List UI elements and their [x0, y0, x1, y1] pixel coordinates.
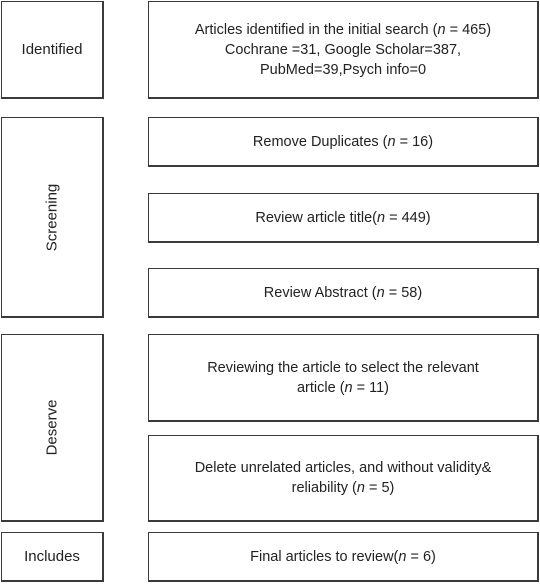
n-symbol: n: [398, 548, 407, 565]
review-abstract-box: [148, 268, 539, 318]
stage-identified-label: Identified: [21, 41, 83, 58]
relevant-article-count: = 11): [352, 379, 390, 396]
initial-search-text: [195, 20, 491, 80]
n-symbol: n: [356, 480, 365, 496]
review-abstract-label: Review Abstract (: [263, 284, 377, 301]
stage-includes-box: [1, 532, 104, 582]
review-abstract-text: [264, 283, 422, 303]
final-articles-text: [250, 547, 436, 567]
remove-duplicates-label: Remove Duplicates (: [252, 133, 388, 150]
n-symbol: n: [437, 21, 446, 38]
initial-search-sources-line2: PubMed=39,Psych info=0: [259, 61, 427, 78]
stage-identified-box: [1, 1, 104, 99]
stage-screening-label: Screening: [43, 183, 61, 251]
relevant-article-box: [148, 334, 539, 422]
final-articles-label: Final articles to review(: [250, 548, 399, 565]
review-title-text: [255, 208, 430, 228]
initial-search-sources-line1: Cochrane =31, Google Scholar=387,: [224, 41, 462, 58]
unrelated-articles-text: [195, 458, 492, 498]
remove-duplicates-text: [253, 132, 433, 152]
review-abstract-count: = 58): [384, 284, 423, 301]
n-symbol: n: [344, 379, 353, 396]
n-symbol: n: [376, 284, 385, 301]
initial-search-count: = 465): [445, 21, 492, 38]
review-title-label: Review article title(: [255, 209, 378, 226]
stage-includes-label: Includes: [24, 548, 80, 565]
stage-screening-box: [1, 117, 104, 318]
unrelated-articles-line2-pre: reliability (: [291, 480, 357, 496]
review-title-box: [148, 193, 539, 243]
final-articles-box: [148, 532, 539, 582]
stage-deserve-box: [1, 334, 104, 522]
initial-search-box: [148, 1, 539, 99]
final-articles-count: = 6): [406, 548, 436, 565]
remove-duplicates-count: = 16): [395, 133, 434, 150]
stage-deserve-label: Deserve: [43, 399, 61, 456]
unrelated-articles-box: [148, 435, 539, 522]
unrelated-articles-line1: Delete unrelated articles, and without validity&: [194, 460, 492, 476]
relevant-article-line2-pre: article (: [296, 379, 345, 396]
unrelated-articles-count: = 5): [364, 480, 395, 496]
n-symbol: n: [377, 209, 386, 226]
review-title-count: = 449): [385, 209, 431, 226]
n-symbol: n: [387, 133, 396, 150]
remove-duplicates-box: [148, 117, 539, 167]
initial-search-line1-pre: Articles identified in the initial search (: [194, 21, 438, 38]
relevant-article-text: [207, 358, 479, 398]
relevant-article-line1: Reviewing the article to select the relevant: [207, 359, 479, 376]
